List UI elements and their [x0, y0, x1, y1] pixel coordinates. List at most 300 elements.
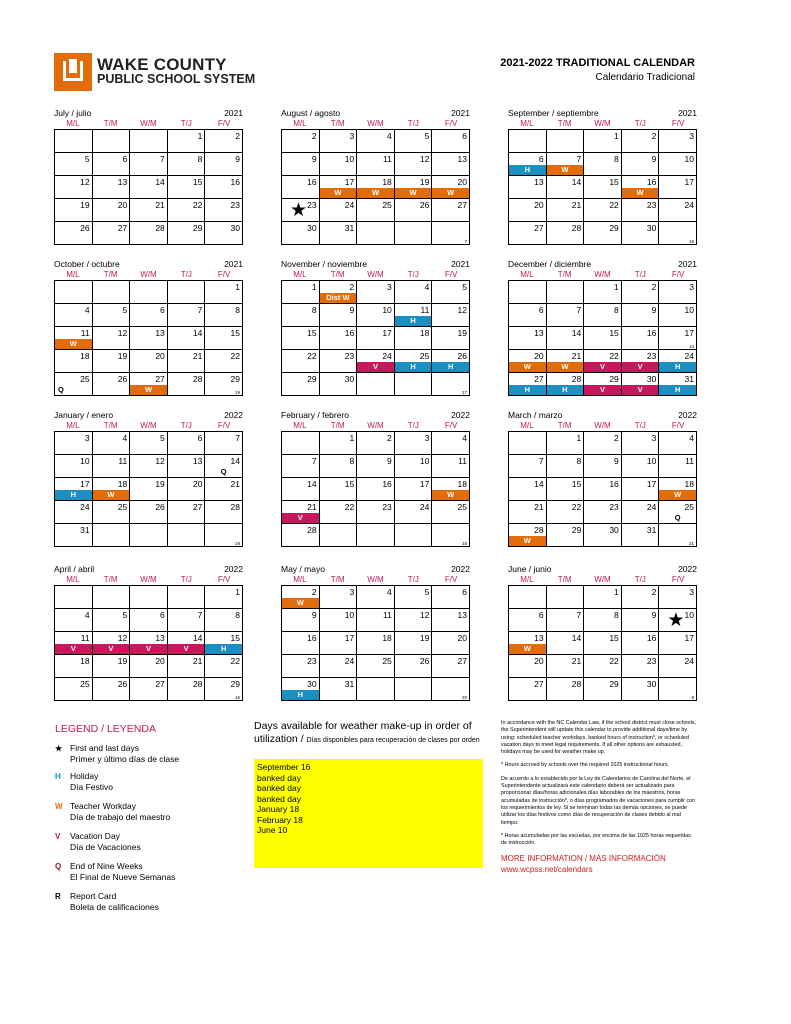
day-number: 19 — [155, 479, 165, 489]
day-cell — [547, 632, 585, 655]
day-number: 8 — [235, 305, 240, 315]
end-of-nine-weeks-marker: Q — [674, 513, 681, 522]
day-number: 9 — [651, 154, 657, 164]
day-number: 1 — [235, 282, 240, 292]
month-name: May / mayo — [281, 564, 325, 574]
day-cell — [168, 586, 206, 609]
day-cell — [168, 609, 206, 632]
day-number: 12 — [155, 456, 165, 466]
week-row — [282, 281, 470, 304]
day-cell — [168, 678, 206, 701]
day-cell — [357, 524, 395, 547]
day-number: 10 — [419, 456, 430, 466]
day-number: 12 — [419, 610, 430, 620]
day-number: 24 — [684, 351, 694, 361]
month-name: June / junio — [508, 564, 552, 574]
day-cell — [205, 501, 243, 524]
day-cell — [130, 432, 168, 455]
day-cell — [509, 130, 547, 153]
day-cell — [395, 199, 433, 222]
day-tag-w: W — [93, 490, 130, 500]
day-number: 20 — [117, 200, 128, 210]
day-number: 23 — [307, 200, 317, 210]
day-number: 19 — [117, 351, 128, 361]
day-number: 10 — [382, 305, 392, 315]
day-number: 7 — [160, 154, 165, 164]
month-grid — [508, 129, 697, 245]
month-year: 2022 — [451, 410, 470, 420]
month-calendar — [508, 259, 697, 396]
weather-subtitle: Días disponibles para recuperación de clases por orden — [306, 737, 480, 744]
day-number: 16 — [344, 328, 355, 338]
day-cell — [320, 130, 358, 153]
calendar-subtitle: Calendario Tradicional — [595, 72, 695, 83]
day-number: 30 — [646, 223, 657, 233]
day-number: 12 — [457, 305, 467, 315]
weekday-label: T/M — [557, 421, 572, 430]
day-number: 3 — [349, 131, 355, 141]
day-number: 13 — [155, 633, 165, 643]
day-number: 29 — [230, 374, 240, 384]
weekday-label: T/M — [103, 270, 118, 279]
day-tag-w: W — [547, 362, 584, 372]
day-cell — [55, 524, 93, 547]
day-number: 24 — [344, 656, 355, 666]
month-name: August / agosto — [281, 108, 341, 118]
day-number: 22 — [307, 351, 317, 361]
day-number: 5 — [122, 305, 128, 315]
week-row — [55, 350, 243, 373]
day-cell — [320, 199, 358, 222]
day-cell — [357, 130, 395, 153]
weekday-label: W/M — [140, 119, 157, 128]
day-tag-v: V — [93, 644, 130, 654]
day-cell — [547, 586, 585, 609]
day-cell — [622, 373, 660, 396]
week-row — [509, 586, 697, 609]
day-cell — [93, 304, 131, 327]
day-number: 25 — [684, 502, 694, 512]
day-cell — [622, 281, 660, 304]
day-number: 4 — [689, 433, 694, 443]
day-number: 11 — [118, 456, 128, 466]
weekday-header — [281, 119, 470, 129]
weekday-label: W/M — [594, 421, 611, 430]
day-tag-v: V — [282, 513, 319, 523]
day-cell — [395, 350, 433, 373]
day-cell — [205, 304, 243, 327]
week-row — [509, 281, 697, 304]
day-cell — [130, 327, 168, 350]
week-row — [282, 655, 470, 678]
day-number: 14 — [155, 177, 165, 187]
day-number: 31 — [80, 525, 90, 535]
weekday-label: W/M — [367, 270, 384, 279]
day-number: 20 — [192, 479, 203, 489]
day-cell — [93, 678, 131, 701]
day-number: 21 — [230, 479, 240, 489]
end-of-nine-weeks-marker: Q — [220, 467, 227, 476]
day-cell — [168, 432, 206, 455]
day-cell — [622, 199, 660, 222]
day-cell — [93, 432, 131, 455]
day-cell — [584, 655, 622, 678]
day-number: 19 — [457, 328, 467, 338]
day-cell — [432, 432, 470, 455]
day-number: 26 — [419, 656, 430, 666]
day-number: 15 — [609, 328, 619, 338]
month-calendar — [281, 108, 470, 245]
calendar-header — [500, 57, 695, 83]
day-tag-w: W — [547, 165, 584, 175]
day-tag-h: H — [282, 690, 319, 700]
day-number: 3 — [689, 131, 694, 141]
day-cell — [395, 678, 433, 701]
day-cell — [320, 632, 358, 655]
week-row — [509, 678, 697, 701]
school-day-count: 21 — [688, 541, 694, 546]
month-calendar — [54, 259, 243, 396]
day-number: 18 — [382, 177, 392, 187]
weekday-label: T/M — [103, 575, 118, 584]
day-number: 6 — [122, 154, 128, 164]
day-cell — [93, 609, 131, 632]
day-number: 26 — [419, 200, 430, 210]
day-number: 27 — [534, 223, 544, 233]
week-row — [282, 586, 470, 609]
week-row — [55, 586, 243, 609]
day-number: 17 — [646, 479, 657, 489]
day-number: 3 — [424, 433, 430, 443]
day-number: 2 — [651, 587, 657, 597]
week-row — [282, 609, 470, 632]
day-cell — [509, 199, 547, 222]
day-cell — [55, 586, 93, 609]
day-cell — [130, 501, 168, 524]
school-day-count: 13 — [688, 344, 694, 349]
day-number: 14 — [192, 633, 203, 643]
day-number: 11 — [80, 633, 90, 643]
week-row — [509, 632, 697, 655]
day-tag-v: V — [622, 362, 659, 372]
weekday-header — [54, 270, 243, 280]
day-cell — [55, 350, 93, 373]
day-cell — [509, 373, 547, 396]
month-calendar — [281, 259, 470, 396]
day-cell — [659, 373, 697, 396]
day-cell — [622, 153, 660, 176]
day-tag-h: H — [659, 362, 696, 372]
day-number: 5 — [160, 433, 165, 443]
day-cell — [395, 432, 433, 455]
weekday-label: W/M — [140, 270, 157, 279]
school-day-count: 18 — [461, 541, 467, 546]
weekday-label: T/J — [407, 270, 419, 279]
day-number: 1 — [311, 282, 317, 292]
weekday-header — [54, 421, 243, 431]
day-cell — [93, 632, 131, 655]
day-tag-w: W — [320, 188, 357, 198]
month-year: 2021 — [224, 108, 243, 118]
weather-day: banked day — [257, 793, 301, 804]
day-number: 8 — [614, 610, 619, 620]
day-cell — [432, 478, 470, 501]
month-grid — [54, 280, 243, 396]
day-cell — [509, 176, 547, 199]
weather-day: banked day — [257, 783, 301, 793]
day-cell — [622, 432, 660, 455]
day-number: 3 — [84, 433, 90, 443]
day-number: 10 — [684, 610, 694, 620]
legend-label-es: Primer y último días de clase — [70, 754, 180, 764]
day-cell — [205, 678, 243, 701]
weekday-label: F/V — [671, 270, 685, 279]
weekday-label: W/M — [140, 575, 157, 584]
day-cell — [622, 130, 660, 153]
week-row — [282, 478, 470, 501]
day-cell — [432, 455, 470, 478]
month-grid — [508, 431, 697, 547]
day-cell — [659, 281, 697, 304]
day-cell — [395, 153, 433, 176]
day-number: 27 — [534, 374, 544, 384]
weekday-label: T/J — [407, 421, 419, 430]
month-calendar — [508, 564, 697, 701]
day-number: 18 — [80, 351, 90, 361]
weekday-header — [54, 119, 243, 129]
day-cell — [357, 373, 395, 396]
day-cell — [282, 609, 320, 632]
school-day-count: 19 — [234, 541, 240, 546]
day-cell — [659, 350, 697, 373]
day-number: 10 — [344, 610, 355, 620]
day-tag-v: V — [584, 385, 621, 395]
weekday-label: F/V — [444, 270, 458, 279]
day-number: 2 — [651, 282, 657, 292]
day-cell — [168, 199, 206, 222]
day-number: 22 — [192, 200, 203, 210]
day-cell — [584, 304, 622, 327]
week-row — [55, 222, 243, 245]
weekday-label: T/M — [103, 119, 118, 128]
day-cell — [168, 373, 206, 396]
day-cell — [320, 586, 358, 609]
day-number: 27 — [117, 223, 128, 233]
day-cell — [282, 222, 320, 245]
month-name: April / abril — [54, 564, 95, 574]
weekday-label: M/L — [66, 119, 80, 128]
day-number: 15 — [230, 633, 240, 643]
month-year: 2021 — [678, 108, 697, 118]
day-cell — [282, 130, 320, 153]
day-number: 19 — [117, 656, 128, 666]
day-cell — [547, 130, 585, 153]
legend-label: Holiday — [70, 771, 99, 781]
day-cell — [547, 281, 585, 304]
week-row — [509, 524, 697, 547]
month-grid — [281, 280, 470, 396]
day-number: 31 — [344, 679, 355, 689]
weekday-label: F/V — [444, 575, 458, 584]
day-number: 26 — [155, 502, 165, 512]
weekday-label: T/M — [330, 119, 345, 128]
day-cell — [93, 153, 131, 176]
day-number: 1 — [614, 282, 619, 292]
weekday-label: T/J — [634, 119, 646, 128]
day-number: 16 — [382, 479, 392, 489]
day-number: 2 — [311, 587, 317, 597]
day-cell — [205, 153, 243, 176]
day-cell — [55, 222, 93, 245]
day-tag-v: V — [357, 362, 394, 372]
weekday-label: T/J — [180, 270, 192, 279]
day-number: 22 — [609, 200, 619, 210]
day-cell — [205, 455, 243, 478]
day-number: 8 — [197, 154, 203, 164]
day-number: 23 — [344, 351, 355, 361]
day-cell — [130, 455, 168, 478]
day-number: 30 — [609, 525, 619, 535]
day-cell — [432, 632, 470, 655]
week-row — [282, 130, 470, 153]
day-number: 13 — [155, 328, 165, 338]
day-number: 14 — [192, 328, 203, 338]
day-tag-h: H — [205, 644, 242, 654]
day-cell — [357, 586, 395, 609]
day-number: 22 — [571, 502, 582, 512]
week-row — [55, 609, 243, 632]
day-number: 14 — [230, 456, 240, 466]
day-cell — [395, 281, 433, 304]
day-number: 2 — [235, 131, 240, 141]
day-number: 25 — [80, 679, 90, 689]
weekday-label: F/V — [671, 421, 685, 430]
day-cell — [93, 222, 131, 245]
day-number: 30 — [230, 223, 240, 233]
weekday-label: T/J — [634, 575, 646, 584]
day-cell — [55, 455, 93, 478]
day-number: 5 — [424, 587, 430, 597]
day-number: 4 — [84, 610, 90, 620]
day-cell — [509, 609, 547, 632]
weekday-header — [508, 119, 697, 129]
day-cell — [205, 222, 243, 245]
day-number: 9 — [387, 456, 392, 466]
day-number: 3 — [349, 587, 355, 597]
day-cell — [130, 524, 168, 547]
day-cell — [509, 501, 547, 524]
day-cell — [168, 524, 206, 547]
day-cell — [282, 199, 320, 222]
weekday-header — [508, 270, 697, 280]
day-cell — [93, 586, 131, 609]
month-calendar — [281, 564, 470, 701]
day-number: 29 — [307, 374, 317, 384]
weekday-label: F/V — [217, 421, 231, 430]
month-year: 2022 — [224, 564, 243, 574]
day-number: 6 — [160, 610, 165, 620]
day-tag-w: W — [432, 188, 469, 198]
day-tag-w: W — [622, 188, 659, 198]
day-cell — [93, 501, 131, 524]
day-number: 27 — [155, 374, 165, 384]
day-cell — [320, 455, 358, 478]
day-cell — [357, 222, 395, 245]
legend-label-es: Día Festivo — [70, 782, 113, 792]
day-number: 30 — [646, 374, 657, 384]
day-cell — [282, 455, 320, 478]
weekday-label: T/M — [557, 575, 572, 584]
day-number: 16 — [646, 328, 657, 338]
day-number: 9 — [614, 456, 619, 466]
day-number: 22 — [230, 351, 240, 361]
day-number: 21 — [192, 351, 203, 361]
month-year: 2021 — [224, 259, 243, 269]
day-number: 16 — [307, 177, 317, 187]
month-name: January / enero — [54, 410, 114, 420]
week-row — [282, 199, 470, 222]
day-cell — [584, 222, 622, 245]
day-cell — [205, 632, 243, 655]
day-number: 22 — [609, 351, 619, 361]
day-cell — [282, 432, 320, 455]
day-number: 14 — [534, 479, 544, 489]
day-number: 25 — [80, 374, 90, 384]
day-number: 15 — [609, 177, 619, 187]
day-number: 16 — [230, 177, 240, 187]
week-row — [55, 373, 243, 396]
month-name: December / diciembre — [508, 259, 592, 269]
day-cell — [509, 586, 547, 609]
month-year: 2021 — [451, 108, 470, 118]
day-cell — [320, 524, 358, 547]
day-number: 31 — [684, 374, 694, 384]
day-cell — [282, 655, 320, 678]
week-row — [509, 153, 697, 176]
day-number: 5 — [122, 610, 128, 620]
day-number: 11 — [458, 456, 467, 466]
day-number: 28 — [192, 679, 203, 689]
day-number: 25 — [117, 502, 128, 512]
day-cell — [320, 222, 358, 245]
day-number: 31 — [646, 525, 657, 535]
day-number: 17 — [419, 479, 430, 489]
day-number: 26 — [80, 223, 90, 233]
day-cell — [659, 130, 697, 153]
day-cell — [282, 373, 320, 396]
weekday-label: F/V — [671, 575, 685, 584]
day-number: 7 — [311, 456, 317, 466]
day-cell — [168, 222, 206, 245]
day-number: 1 — [235, 587, 240, 597]
day-cell — [395, 524, 433, 547]
day-cell — [659, 455, 697, 478]
day-number: 16 — [609, 479, 619, 489]
week-row — [282, 524, 470, 547]
day-tag-w: W — [509, 644, 546, 654]
month-name: November / noviembre — [281, 259, 367, 269]
vacation-symbol: V — [55, 832, 61, 841]
legend-label: Report Card — [70, 891, 117, 901]
day-number: 27 — [457, 200, 467, 210]
day-number: 4 — [387, 131, 392, 141]
note-horas: * Horas acumuladas por las escuelas, por encima de las 1025 horas requeridas de instrucción. — [501, 832, 691, 847]
day-cell — [282, 327, 320, 350]
calendar-link[interactable]: www.wcpss.net/calendars — [501, 865, 593, 875]
day-tag-h: H — [509, 385, 546, 395]
day-cell — [55, 281, 93, 304]
day-cell — [432, 678, 470, 701]
